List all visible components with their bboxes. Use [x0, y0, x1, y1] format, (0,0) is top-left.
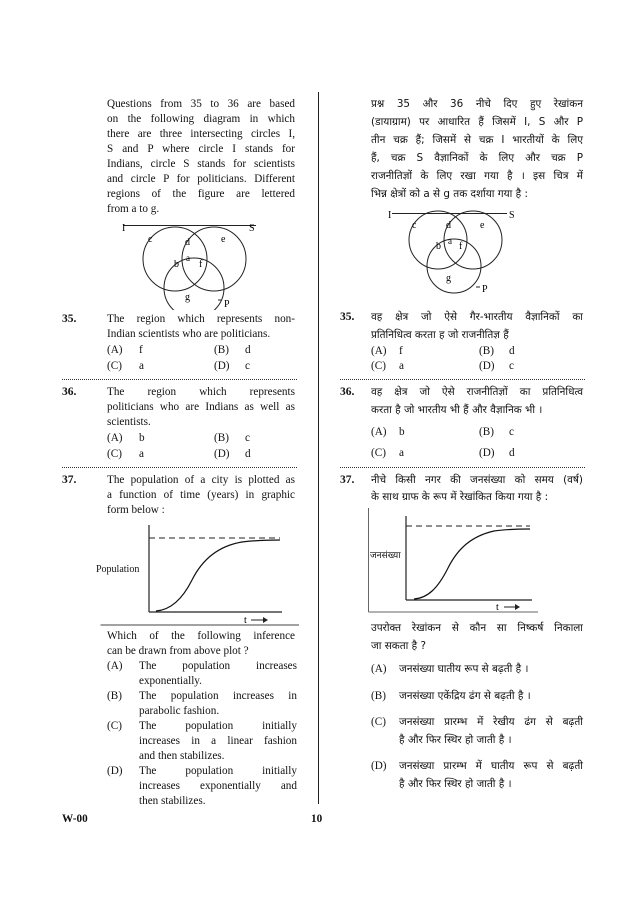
circle-label-s: S	[509, 210, 515, 221]
region-a: a	[448, 236, 452, 246]
q35-hi-option[interactable]: a	[399, 360, 404, 372]
intro-hi-line: भिन्न क्षेत्रों को a से g तक दर्शाया गया है :	[371, 188, 528, 200]
intro-en-line: S and P where circle I stands for	[107, 143, 295, 155]
circle-label-p: P	[224, 299, 230, 310]
q37-en-question: can be drawn from above plot ?	[107, 645, 249, 657]
q35-hi-number: 35.	[340, 311, 355, 323]
q37-en-option-d[interactable]: then stabilizes.	[139, 795, 206, 807]
q37-en-option-key: (D)	[107, 765, 123, 777]
paper-code: W-00	[62, 813, 88, 825]
venn-baseline	[123, 225, 256, 226]
circle-label-p: P	[482, 284, 488, 295]
q37-hi-option-c[interactable]: है और फिर स्थिर हो जाती है ।	[399, 734, 512, 746]
q35-en-option[interactable]: c	[245, 360, 250, 372]
separator	[62, 379, 297, 381]
intro-en-line: Questions from 35 to 36 are based	[107, 98, 295, 110]
intro-hi-line: तीन चक्र हैं; जिसमें से चक्र I भारतीयों के लिए	[371, 134, 583, 146]
q37-hi-option-c[interactable]: जनसंख्या प्रारम्भ में रेखीय ढंग से बढ़ती	[399, 716, 583, 728]
q35-en-option-key: (B)	[214, 344, 229, 356]
page-number: 10	[311, 813, 323, 825]
q37-hi-option-b[interactable]: जनसंख्या एकेंद्रिय ढंग से बढ़ती है ।	[399, 690, 531, 702]
circle-s	[444, 211, 502, 269]
region-c: c	[412, 220, 417, 231]
q37-en-option-a[interactable]: The population increases	[139, 660, 297, 672]
q37-en-number: 37.	[62, 474, 77, 486]
region-f: f	[199, 259, 203, 270]
circle-s	[182, 227, 246, 291]
q37-hi-option-key: (D)	[371, 760, 387, 772]
q37-en-option-c[interactable]: The population initially	[139, 720, 297, 732]
q36-hi-number: 36.	[340, 386, 355, 398]
circle-label-i: I	[122, 223, 126, 234]
q36-en-option-key: (A)	[107, 432, 123, 444]
q35-en-line: The region which represents non-	[107, 313, 295, 325]
circle-label-i: I	[388, 210, 392, 221]
column-divider	[318, 92, 319, 804]
q36-hi-option[interactable]: a	[399, 447, 404, 459]
circle-i	[409, 211, 467, 269]
graph-en-ylabel: Population	[96, 564, 140, 575]
q35-en-number: 35.	[62, 313, 77, 325]
q36-hi-option[interactable]: d	[509, 447, 515, 459]
q35-hi-option-key: (D)	[479, 360, 495, 372]
separator	[340, 379, 585, 381]
q35-en-option-key: (D)	[214, 360, 230, 372]
region-c: c	[148, 234, 153, 245]
circle-label-s: S	[249, 223, 255, 234]
q37-hi-line: के साथ ग्राफ के रूप में रेखांकित किया गया है :	[371, 491, 549, 503]
q37-en-option-d[interactable]: increases exponentially and	[139, 780, 297, 792]
q36-en-option[interactable]: a	[139, 448, 144, 460]
q37-en-option-c[interactable]: and then stabilizes.	[139, 750, 225, 762]
q37-en-option-b[interactable]: The population increases in	[139, 690, 297, 702]
q36-hi-option-key: (C)	[371, 447, 386, 459]
separator	[340, 467, 585, 469]
q35-en-option-key: (A)	[107, 344, 123, 356]
q37-en-option-c[interactable]: increases in a linear fashion	[139, 735, 297, 747]
region-b: b	[174, 259, 179, 270]
q35-hi-line: वह क्षेत्र जो ऐसे गैर-भारतीय वैज्ञानिकों का	[371, 311, 583, 323]
q35-en-line: Indian scientists who are politicians.	[107, 328, 271, 340]
region-a: a	[186, 253, 190, 263]
intro-hi-line: (डायाग्राम) पर आधारित हैं जिसमें I, S और P	[371, 116, 583, 128]
graph-hi-xlabel: t	[496, 602, 499, 613]
region-e: e	[221, 234, 226, 245]
region-g: g	[185, 292, 190, 303]
region-d: d	[185, 237, 190, 248]
q36-en-line: politicians who are Indians as well as	[107, 401, 295, 413]
q37-en-option-d[interactable]: The population initially	[139, 765, 297, 777]
q36-en-option-key: (D)	[214, 448, 230, 460]
region-f: f	[459, 241, 463, 252]
q36-hi-line: वह क्षेत्र जो ऐसे राजनीतिज्ञों का प्रतिनिधित्व	[371, 386, 583, 398]
q36-en-line: scientists.	[107, 416, 151, 428]
intro-en-line: on the following diagram in which	[107, 113, 295, 125]
q36-hi-option-key: (D)	[479, 447, 495, 459]
q36-en-option[interactable]: b	[139, 432, 145, 444]
q36-en-number: 36.	[62, 386, 77, 398]
q36-hi-line: करता है जो भारतीय भी हैं और वैज्ञानिक भी ।	[371, 404, 543, 416]
q35-hi-option[interactable]: c	[509, 360, 514, 372]
q37-hi-option-key: (B)	[371, 690, 386, 702]
region-g: g	[446, 273, 451, 284]
q36-hi-option[interactable]: b	[399, 426, 405, 438]
q37-en-line: a function of time (years) in graphic	[107, 489, 295, 501]
q35-hi-line: प्रतिनिधित्व करता ह जो राजनीतिज्ञ हैं	[371, 329, 509, 341]
q37-hi-option-key: (A)	[371, 663, 387, 675]
q37-hi-number: 37.	[340, 474, 355, 486]
q36-hi-option-key: (B)	[479, 426, 494, 438]
population-graph-en	[100, 520, 300, 632]
q37-hi-line: नीचे किसी नगर की जनसंख्या को समय (वर्ष)	[371, 474, 583, 486]
graph-hi-ylabel: जनसंख्या	[370, 551, 401, 561]
q35-en-option[interactable]: a	[139, 360, 144, 372]
region-d: d	[446, 220, 451, 231]
region-b: b	[436, 241, 441, 252]
intro-hi-line: प्रश्न 35 और 36 नीचे दिए हुए रेखांकन	[371, 98, 583, 110]
q35-hi-option-key: (A)	[371, 345, 387, 357]
q37-en-option-b[interactable]: parabolic fashion.	[139, 705, 220, 717]
intro-en-line: there are three intersecting circles I,	[107, 128, 295, 140]
q35-hi-option-key: (C)	[371, 360, 386, 372]
q36-hi-option[interactable]: c	[509, 426, 514, 438]
graph-curve	[414, 529, 530, 599]
q35-en-option[interactable]: f	[139, 344, 143, 356]
separator	[62, 467, 297, 469]
venn-diagram-hi	[384, 203, 534, 295]
q36-hi-option-key: (A)	[371, 426, 387, 438]
q36-en-option-key: (B)	[214, 432, 229, 444]
graph-x-arrowhead	[263, 617, 268, 623]
q35-en-option-key: (C)	[107, 360, 122, 372]
intro-en-line: Indians, circle S stands for scientists	[107, 158, 295, 170]
q35-hi-option[interactable]: d	[509, 345, 515, 357]
intro-hi-line: हैं, चक्र S वैज्ञानिकों के लिए और चक्र P	[371, 152, 583, 164]
q37-en-line: The population of a city is plotted as	[107, 474, 295, 486]
q37-en-option-key: (A)	[107, 660, 123, 672]
q37-hi-option-key: (C)	[371, 716, 386, 728]
q36-en-option[interactable]: c	[245, 432, 250, 444]
graph-curve	[156, 540, 280, 611]
q37-en-question: Which of the following inference	[107, 630, 295, 642]
q37-hi-option-a[interactable]: जनसंख्या घातीय रूप से बढ़ती है ।	[399, 663, 529, 675]
q37-en-option-a[interactable]: exponentially.	[139, 675, 202, 687]
q35-hi-option-key: (B)	[479, 345, 494, 357]
q37-en-option-key: (C)	[107, 720, 122, 732]
q36-en-line: The region which represents	[107, 386, 295, 398]
q37-hi-option-d[interactable]: जनसंख्या प्रारम्भ में घातीय रूप से बढ़ती	[399, 760, 583, 772]
graph-x-arrowhead	[515, 604, 520, 610]
q37-en-option-key: (B)	[107, 690, 122, 702]
intro-en-line: and circle P for politicians. Different	[107, 173, 295, 185]
q37-hi-question: जा सकता है ?	[371, 640, 426, 652]
q37-hi-question: उपरोक्त रेखांकन से कौन सा निष्कर्ष निकाला	[371, 622, 583, 634]
region-e: e	[480, 220, 485, 231]
intro-en-line: regions of the figure are lettered	[107, 188, 295, 200]
venn-diagram-en	[118, 216, 278, 310]
q35-hi-option[interactable]: f	[399, 345, 403, 357]
q36-en-option-key: (C)	[107, 448, 122, 460]
graph-en-xlabel: t	[244, 615, 247, 626]
q35-en-option[interactable]: d	[245, 344, 251, 356]
q37-hi-option-d[interactable]: है और फिर स्थिर हो जाती है ।	[399, 778, 512, 790]
intro-hi-line: राजनीतिज्ञों के लिए रखा गया है । इस चित्र में	[371, 170, 583, 182]
q37-en-line: form below :	[107, 504, 165, 516]
q36-en-option[interactable]: d	[245, 448, 251, 460]
intro-en-line: from a to g.	[107, 203, 160, 215]
